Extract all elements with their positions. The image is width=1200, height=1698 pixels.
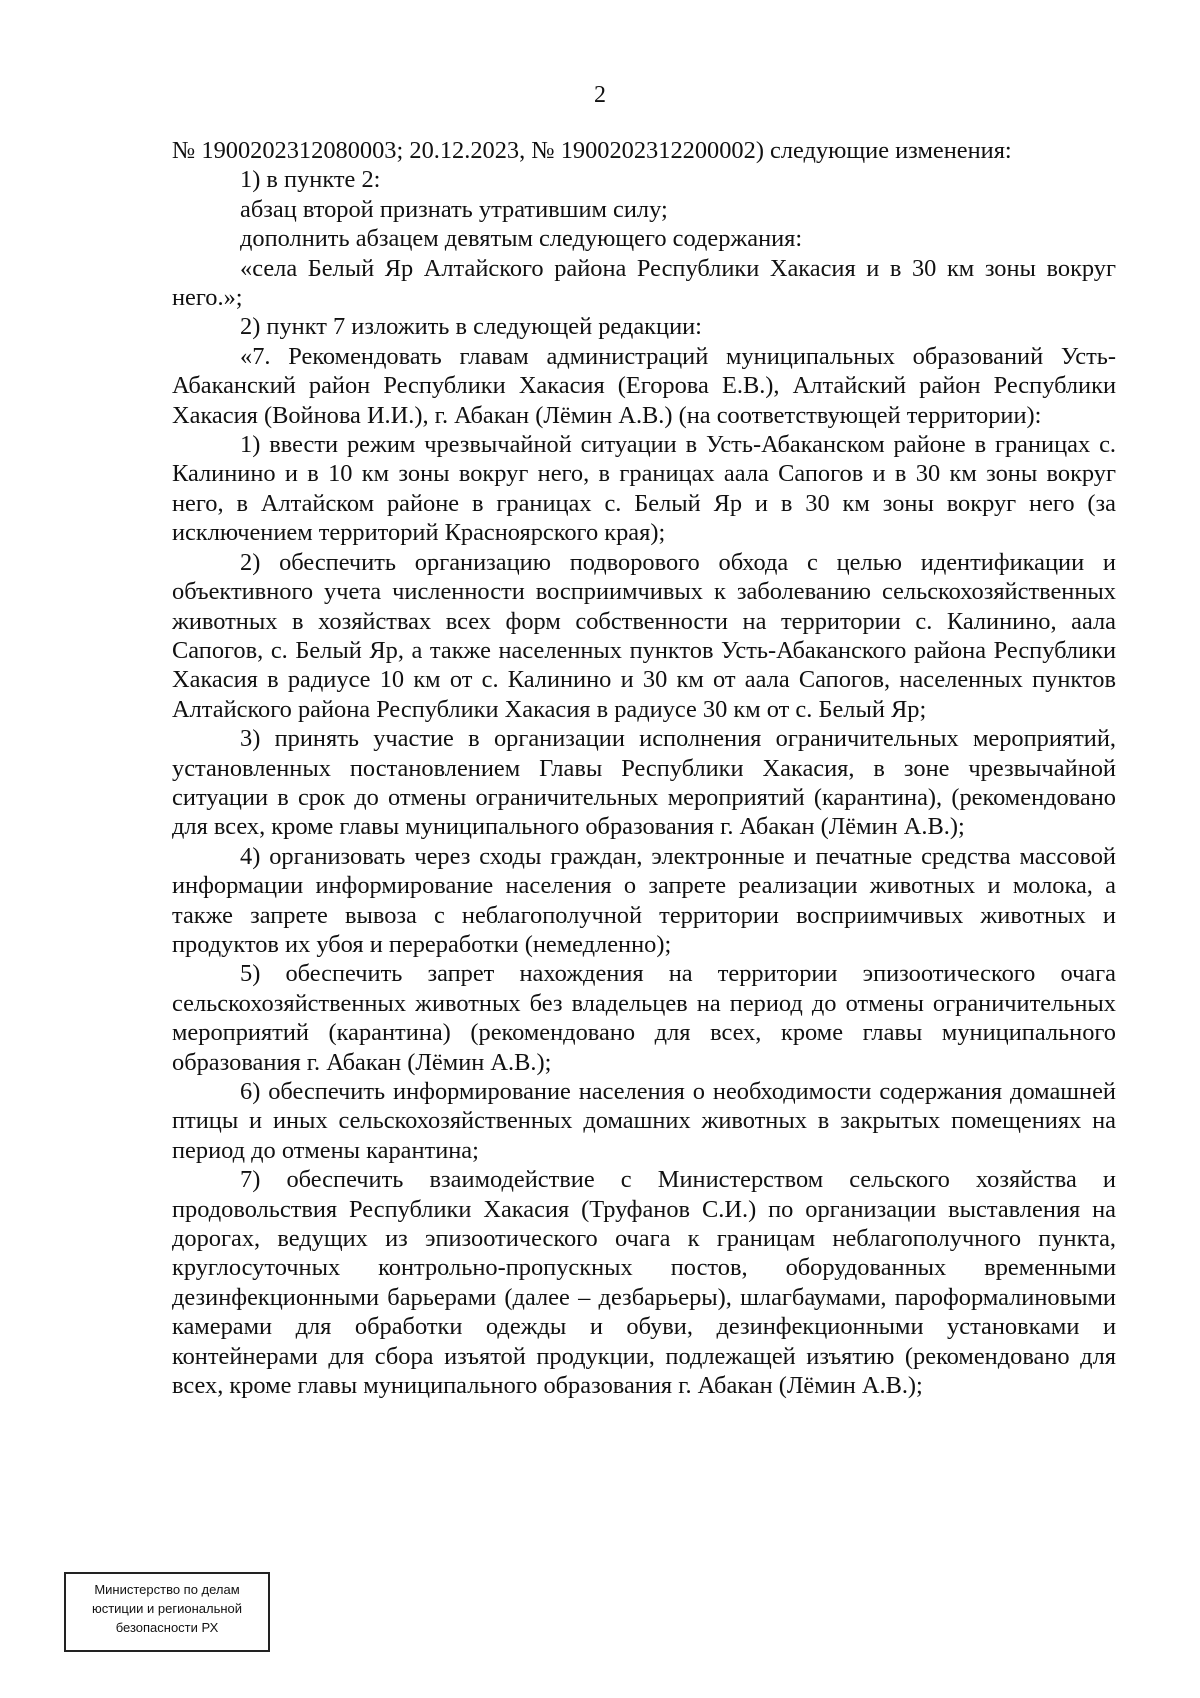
paragraph-abzac-2: абзац второй признать утратившим силу; xyxy=(240,195,668,223)
paragraph-item-2: 2) пункт 7 изложить в следующей редакции: xyxy=(240,313,702,341)
stamp-line: Министерство по делам xyxy=(94,1582,240,1597)
page-number: 2 xyxy=(594,82,606,108)
paragraph-subitem-3: 3) принять участие в организации исполнения ограничительных мероприятий, установленных постановлением Главы Республики Хакасия, в зоне чрезвычайной ситуации в срок до отмены ограничительных мероприятий (карантина), (рекомендовано для всех, кроме главы муниципального образования г. Абакан (Лёмин А.В.); xyxy=(172,725,1116,841)
document-body xyxy=(172,136,1116,1400)
paragraph-continuation: № 1900202312080003; 20.12.2023, № 1900202312200002) следующие изменения: xyxy=(172,137,1012,164)
paragraph-subitem-4: 4) организовать через сходы граждан, электронные и печатные средства массовой информации информирование населения о запрете реализации животных и молока, а также запрете вывоза с неблагополучной территории восприимчивых животных и продуктов их убоя и переработки (немедленно); xyxy=(172,842,1116,958)
paragraph-item-1: 1) в пункте 2: xyxy=(240,166,381,194)
paragraph-subitem-5: 5) обеспечить запрет нахождения на территории эпизоотического очага сельскохозяйственных животных без владельцев на период до отмены ограничительных мероприятий (карантина) (рекомендовано для всех, кроме главы муниципального образования г. Абакан (Лёмин А.В.); xyxy=(172,960,1116,1076)
paragraph-subitem-7: 7) обеспечить взаимодействие с Министерством сельского хозяйства и продовольствия Республики Хакасия (Труфанов С.И.) по организации выставления на дорогах, ведущих из эпизоотического очага к границам неблагополучного пункта, круглосуточных контрольно-пропускных постов, оборудованных временными дезинфекционными барьерами (далее – дезбарьеры), шлагбаумами, пароформалиновыми камерами для обработки одежды и обуви, дезинфекционными установками и контейнерами для сбора изъятой продукции, подлежащей изъятию (рекомендовано для всех, кроме главы муниципального образования г. Абакан (Лёмин А.В.); xyxy=(172,1166,1116,1400)
paragraph-quote-belyi-yar: «села Белый Яр Алтайского района Республики Хакасия и в 30 км зоны вокруг него.»; xyxy=(172,254,1116,312)
paragraph-subitem-6: 6) обеспечить информирование населения о необходимости содержания домашней птицы и иных сельскохозяйственных домашних животных в закрытых помещениях на период до отмены карантина; xyxy=(172,1078,1116,1164)
stamp-line: юстиции и региональной xyxy=(91,1601,243,1616)
ministry-stamp xyxy=(64,1572,270,1652)
paragraph-abzac-9: дополнить абзацем девятым следующего содержания: xyxy=(240,225,803,253)
paragraph-subitem-1: 1) ввести режим чрезвычайной ситуации в Усть-Абаканском районе в границах с. Калинино и в 10 км зоны вокруг него, в границах аала Сапогов и в 30 км зоны вокруг него, в Алтайском районе в границах с. Белый Яр и в 30 км зоны вокруг него (за исключением территорий Красноярского края); xyxy=(172,431,1116,547)
stamp-line: безопасности РХ xyxy=(115,1620,219,1635)
paragraph-point-7: «7. Рекомендовать главам администраций муниципальных образований Усть-Абаканский район Республики Хакасия (Егорова Е.В.), Алтайский район Республики Хакасия (Войнова И.И.), г. Абакан (Лёмин А.В.) (на соответствующей территории): xyxy=(172,342,1116,429)
paragraph-subitem-2: 2) обеспечить организацию подворового обхода с целью идентификации и объективного учета численности восприимчивых к заболеванию сельскохозяйственных животных в хозяйствах всех форм собственности на территории с. Калинино, аала Сапогов, с. Белый Яр, а также населенных пунктов Усть-Абаканского района Республики Хакасия в радиусе 10 км от с. Калинино и 30 км от аала Сапогов, населенных пунктов Алтайского района Республики Хакасия в радиусе 30 км от с. Белый Яр; xyxy=(172,548,1116,723)
